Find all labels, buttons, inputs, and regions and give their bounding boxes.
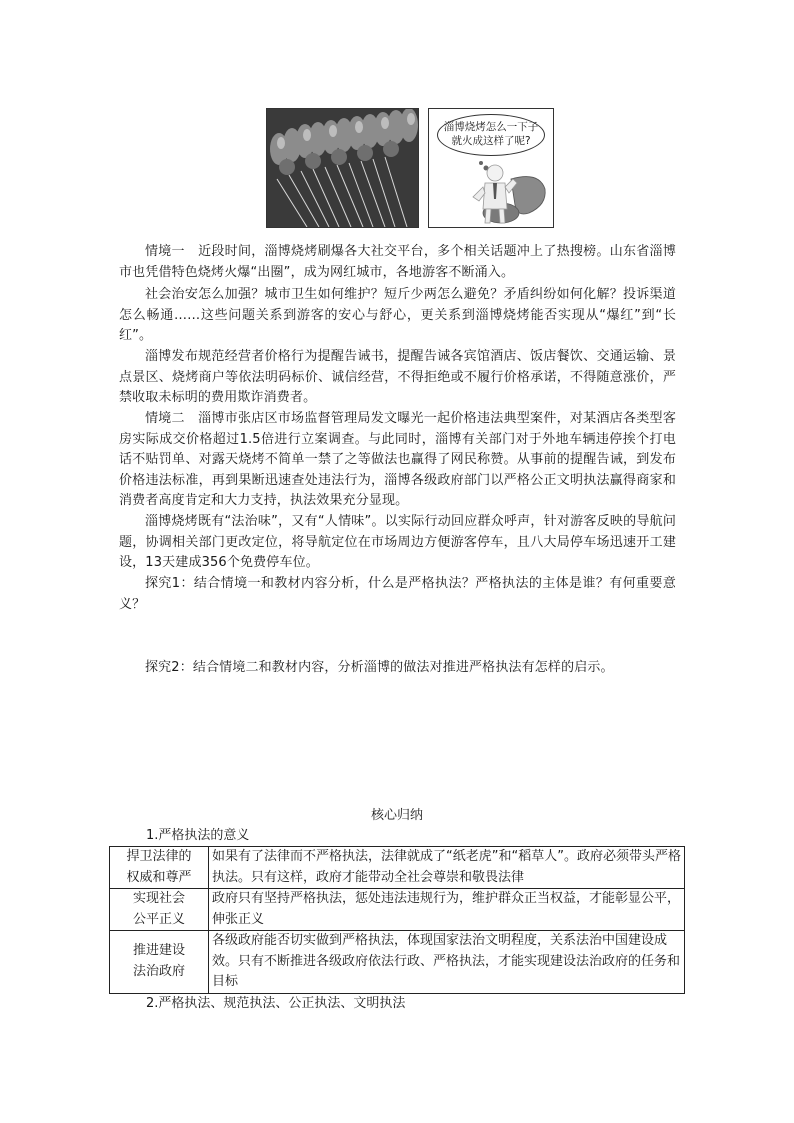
bubble-line-1: 淄博烧烤怎么一下子: [443, 121, 539, 133]
table-row: [110, 931, 685, 994]
row-label-line: 公平正义: [132, 911, 185, 927]
row-label-line: 推进建设: [132, 943, 185, 959]
price-notice-paragraph: 淄博发布规范经营者价格行为提醒告诫书，提醒告诫各宾馆酒店、饭店餐饮、交通运输、景点景区、烧烤商户等依法明码标价、诚信经营，不得拒绝或不履行价格承诺，不得随意涨价，严禁收取未标明的费用欺诈消费者。: [119, 349, 676, 405]
thinking-figure-cartoon: [428, 108, 554, 228]
summary-title: 核心归纳: [370, 808, 423, 823]
inquiry-two-question: 探究2：结合情境二和教材内容，分析淄博的做法对推进严格执法有怎样的启示。: [145, 660, 614, 675]
row-label: [110, 931, 209, 994]
significance-table: [109, 846, 685, 994]
table-row: [110, 847, 685, 889]
row-content: 各级政府能否切实做到严格执法，体现国家法治文明程度，关系法治中国建设成效。只有不断推进各级政府依法行政、严格执法，才能实现建设法治政府的任务和目标: [209, 931, 685, 994]
inquiry-one-question: 探究1：结合情境一和教材内容分析，什么是严格执法？严格执法的主体是谁？有何重要意义？: [119, 576, 676, 612]
law-and-warmth-paragraph: 淄博烧烤既有“法治味”，又有“人情味”。以实际行动回应群众呼声，针对游客反映的导航问题，协调相关部门更改定位，将导航定位在市场周边方便游客停车，且八大局停车场迅速开工建设，13天建成356个免费停车位。: [119, 514, 676, 570]
bbq-skewers-image: [267, 109, 419, 228]
row-label-line: 法治政府: [132, 963, 185, 979]
row-label-line: 实现社会: [132, 891, 185, 906]
row-label: [110, 847, 209, 889]
thinking-person-icon: [429, 109, 553, 227]
table-row: [110, 889, 685, 931]
row-content: 如果有了法律而不严格执法，法律就成了“纸老虎”和“稻草人”。政府必须带头严格执法。只有这样，政府才能带动全社会尊崇和敬畏法律: [209, 847, 685, 889]
row-content: 政府只有坚持严格执法，惩处违法违规行为，维护群众正当权益，才能彰显公平，伸张正义: [209, 889, 685, 931]
issues-paragraph: 社会治安怎么加强？城市卫生如何维护？短斤少两怎么避免？矛盾纠纷如何化解？投诉渠道怎么畅通……这些问题关系到游客的安心与舒心，更关系到淄博烧烤能否实现从“爆红”到“长红”。: [119, 287, 676, 343]
row-label-line: 捍卫法律的: [126, 849, 192, 864]
bubble-line-2: 就火成这样了呢?: [451, 135, 531, 147]
scenario-one-paragraph: 情境一 近段时间，淄博烧烤刷爆各大社交平台，多个相关话题冲上了热搜榜。山东省淄博市也凭借特色烧烤火爆“出圈”，成为网红城市，各地游客不断涌入。: [119, 244, 676, 280]
summary-section-two: 2.严格执法、规范执法、公正执法、文明执法: [146, 996, 406, 1011]
scenario-two-paragraph: 情境二 淄博市张店区市场监督管理局发文曝光一起价格违法典型案件，对某酒店各类型客房实际成交价格超过1.5倍进行立案调查。与此同时，淄博有关部门对于外地车辆违停挨个打电话不贴罚单、对露天烧烤不简单一禁了之等做法也赢得了网民称赞。从事前的提醒告诫，到发布价格违法标准，再到果断迅速查处违法行为，淄博各级政府部门以严格公正文明执法赢得商家和消费者高度肯定和大力支持，执法效果充分显现。: [119, 411, 676, 508]
bbq-skewers-photo: [266, 108, 419, 228]
summary-section-one: 1.严格执法的意义: [146, 828, 250, 843]
row-label-line: 权威和尊严: [126, 869, 192, 885]
row-label: [110, 889, 209, 931]
